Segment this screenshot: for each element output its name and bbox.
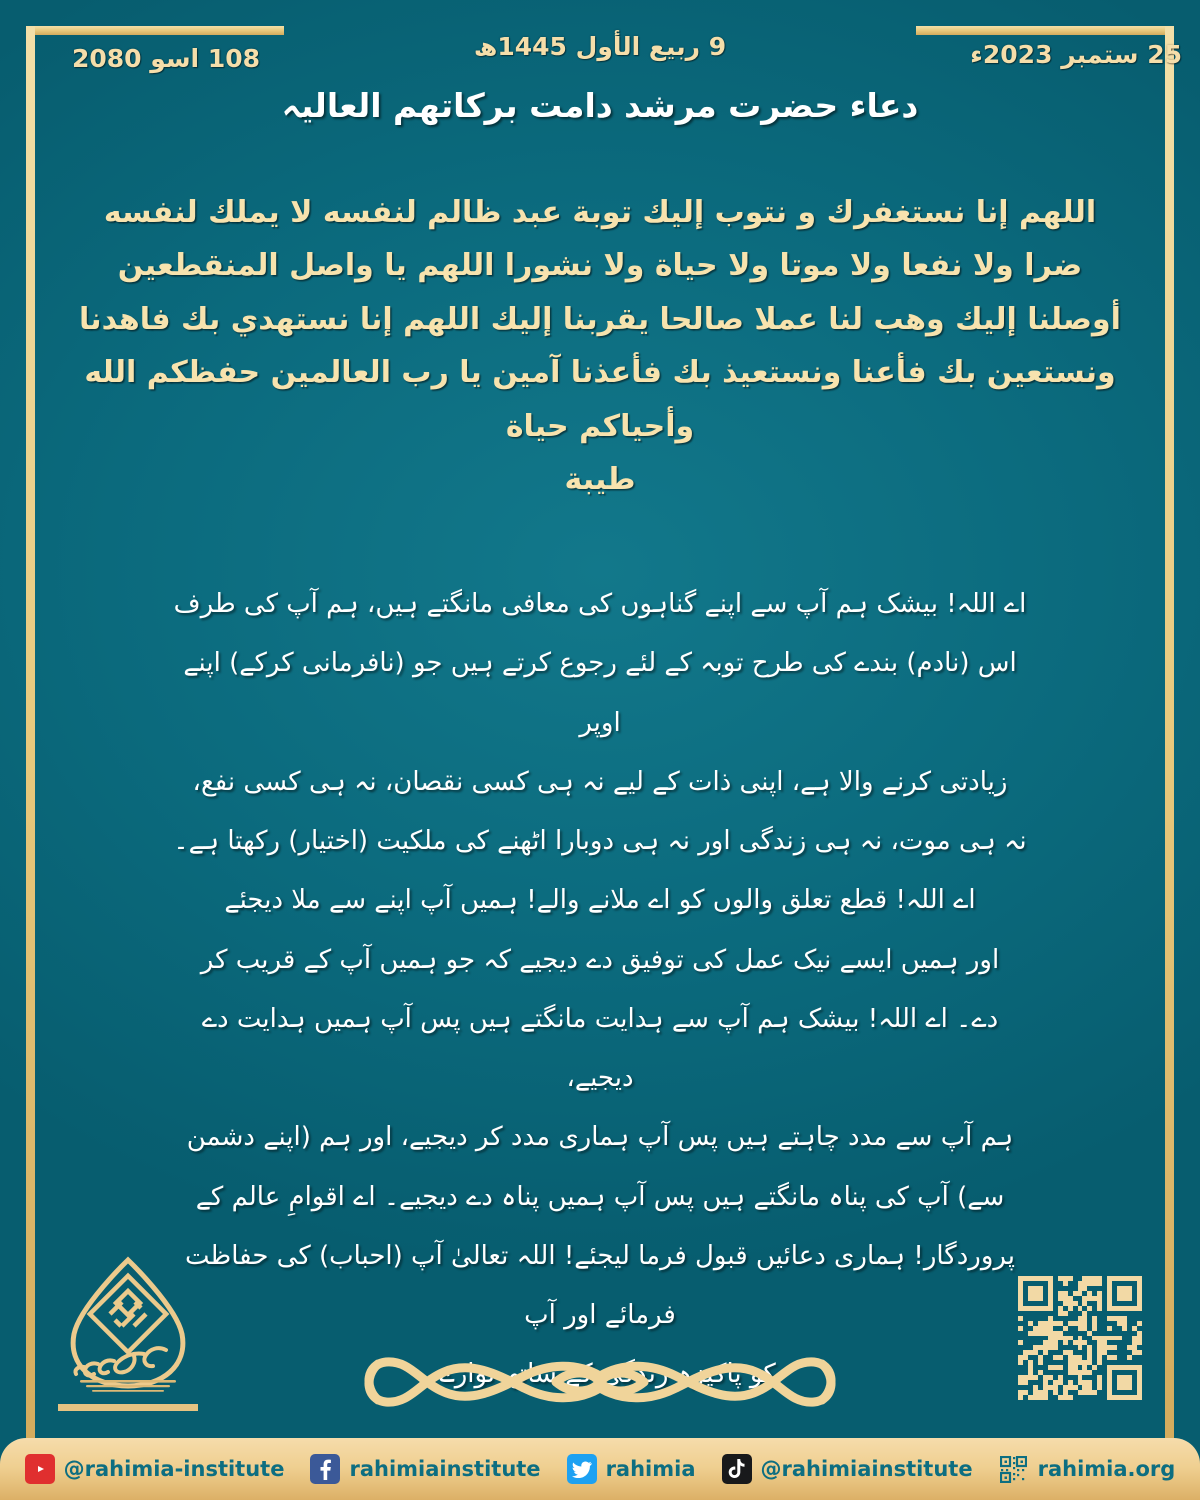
- social-link-twitter[interactable]: [567, 1454, 696, 1484]
- website-qr-code[interactable]: [1018, 1276, 1142, 1400]
- social-footer: [0, 1438, 1200, 1500]
- arabic-line: ضرا ولا نفعا ولا موتا ولا حياة ولا نشورا اللهم يا واصل المنقطعين: [117, 248, 1083, 284]
- urdu-line: ہم آپ سے مدد چاہتے ہیں پس آپ ہماری مدد کر دیجیے، اور ہم (اپنے دشمن: [186, 1122, 1014, 1153]
- frame-border-right: [1165, 26, 1174, 1449]
- tiktok-icon: [722, 1454, 752, 1484]
- social-link-tiktok[interactable]: [722, 1454, 973, 1484]
- urdu-line: اے اللہ! بیشک ہم آپ سے اپنے گناہوں کی معافی مانگتے ہیں، ہم آپ کی طرف: [173, 589, 1027, 619]
- urdu-line: پروردگار! ہماری دعائیں قبول فرما لیجئے! اللہ تعالیٰ آپ (احباب) کی حفاظت فرمائے اور آپ: [185, 1240, 1015, 1331]
- social-handle-facebook: rahimiainstitute: [349, 1457, 541, 1481]
- twitter-icon: [567, 1454, 597, 1484]
- poster-header: [0, 24, 1200, 174]
- date-hijri: 9 ربیع الأول 1445ھ: [473, 32, 727, 61]
- urdu-translation-text: [170, 575, 1030, 1405]
- arabic-line: ونستعين بك فأعنا ونستعيذ بك فأعذنا آمين يا رب العالمين حفظكم الله وأحياكم حياة: [84, 355, 1116, 444]
- page-title: دعاء حضرت مرشد دامت برکاتھم العالیہ: [281, 86, 919, 125]
- social-link-youtube[interactable]: [25, 1454, 285, 1484]
- urdu-line: اور ہمیں ایسے نیک عمل کی توفیق دے دیجیے کہ جو ہمیں آپ کے قریب کر: [200, 944, 1000, 975]
- arabic-line: طيبة: [564, 461, 636, 497]
- frame-border-left: [26, 26, 35, 1449]
- urdu-line: اس (نادم) بندے کی طرح توبہ کے لئے رجوع کرتے ہیں جو (نافرمانی کرکے) اپنے اوپر: [183, 648, 1017, 738]
- arabic-dua-text: [78, 186, 1122, 506]
- urdu-line: اے اللہ! قطع تعلق والوں کو اے ملانے والے! ہمیں آپ اپنے سے ملا دیجئے: [224, 885, 976, 916]
- date-gregorian: 25 ستمبر 2023ء: [970, 40, 1182, 69]
- social-handle-website: rahimia.org: [1037, 1457, 1176, 1481]
- date-nepali: 108 اسو 2080: [72, 44, 261, 73]
- urdu-line: زیادتی کرنے والا ہے، اپنی ذات کے لیے نہ ہی کسی نقصان، نہ ہی کسی نفع،: [192, 766, 1008, 797]
- social-link-website[interactable]: [999, 1454, 1176, 1484]
- urdu-line: دے۔ اے اللہ! بیشک ہم آپ سے ہدایت مانگتے ہیں پس آپ ہمیں ہدایت دے دیجیے،: [201, 1003, 999, 1094]
- social-handle-twitter: rahimia: [605, 1457, 696, 1481]
- urdu-line: کو پاکیزہ زندگی کے ساتھ نوازے۔: [424, 1359, 776, 1390]
- urdu-line: نہ ہی موت، نہ ہی زندگی اور نہ ہی دوبارا اٹھنے کی ملکیت (اختیار) رکھتا ہے۔: [173, 826, 1027, 857]
- social-link-facebook[interactable]: [310, 1454, 540, 1484]
- arabic-line: أوصلنا إليك وهب لنا عملا صالحا يقربنا إليك اللهم إنا نستهدي بك فاهدنا: [79, 301, 1121, 337]
- facebook-icon: [310, 1454, 340, 1484]
- ornament-divider: [360, 1342, 840, 1420]
- urdu-line: سے) آپ کی پناہ مانگتے ہیں پس آپ ہمیں پناہ دے دیجیے۔ اے اقوامِ عالم کے: [195, 1181, 1005, 1212]
- arabic-line: اللهم إنا نستغفرك و نتوب إليك توبة عبد ظالم لنفسه لا يملك لنفسه: [103, 195, 1097, 230]
- youtube-icon: [25, 1454, 55, 1484]
- social-handle-tiktok: @rahimiainstitute: [760, 1457, 973, 1481]
- social-handle-youtube: @rahimia-institute: [63, 1457, 285, 1481]
- rahimia-logo: [58, 1254, 198, 1412]
- website-qr-icon: [999, 1454, 1029, 1484]
